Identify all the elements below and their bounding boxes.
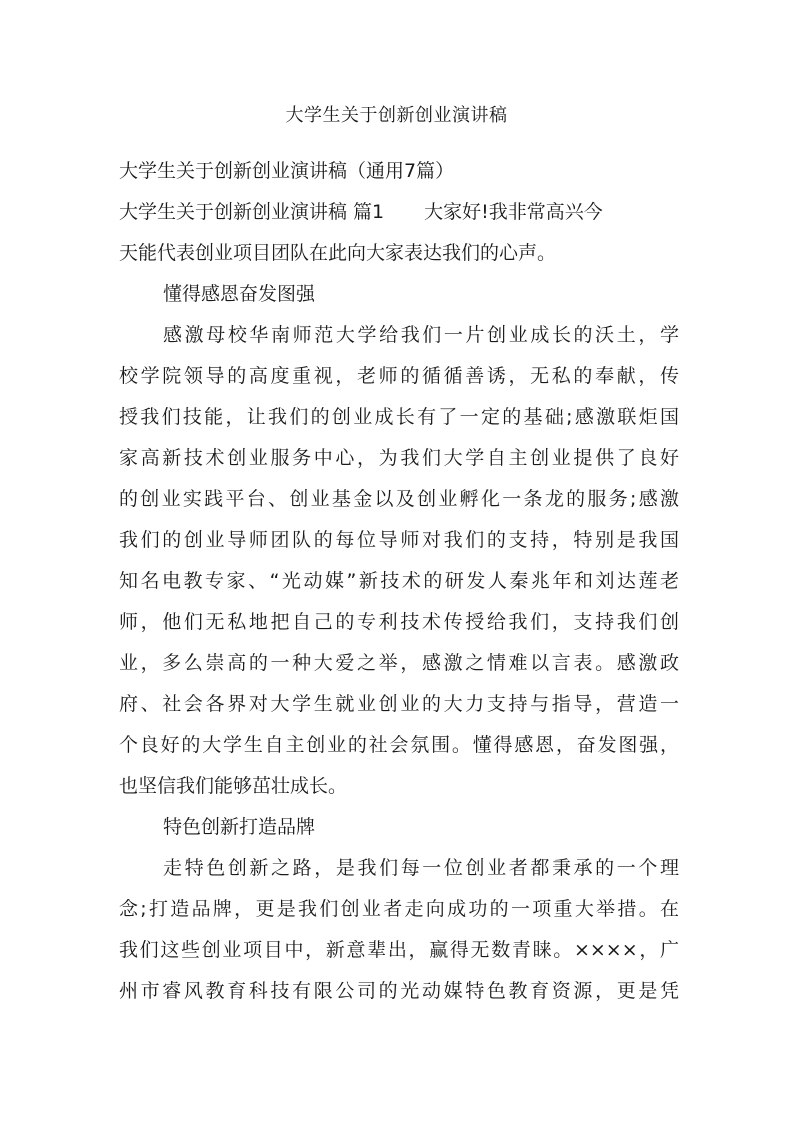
- paragraph-line: 念;打造品牌，更是我们创业者走向成功的一项重大举措。在: [119, 898, 679, 920]
- document-title: 大学生关于创新创业演讲稿: [285, 105, 508, 126]
- paragraph-line: 个良好的大学生自主创业的社会氛围。懂得感恩，奋发图强，: [119, 734, 679, 756]
- chapter-line: [119, 192, 679, 233]
- intro-first-line: 大家好!我非常高兴今: [424, 201, 603, 223]
- paragraph-line: 校学院领导的高度重视，老师的循循善诱，无私的奉献，传: [119, 365, 679, 387]
- paragraph-line: 也坚信我们能够茁壮成长。: [119, 775, 348, 797]
- paragraph-line: 师，他们无私地把自己的专利技术传授给我们，支持我们创: [119, 611, 679, 633]
- paragraph-line: 我们的创业导师团队的每位导师对我们的支持，特别是我国: [119, 529, 679, 551]
- section-heading-gratitude: 懂得感恩奋发图强: [163, 283, 316, 305]
- chapter-label: 大学生关于创新创业演讲稿 篇1: [119, 201, 385, 223]
- paragraph-line: 业，多么崇高的一种大爱之举，感激之情难以言表。感激政: [119, 652, 679, 674]
- paragraph-line: 走特色创新之路，是我们每一位创业者都秉承的一个理: [163, 857, 679, 879]
- intro-continuation: 天能代表创业项目团队在此向大家表达我们的心声。: [119, 242, 557, 264]
- paragraph-line: 感激母校华南师范大学给我们一片创业成长的沃土，学: [163, 324, 679, 346]
- paragraph-line: 我们这些创业项目中，新意辈出，赢得无数青睐。××××，广: [119, 939, 679, 961]
- paragraph-innovation: [119, 848, 679, 1012]
- section-heading-innovation: 特色创新打造品牌: [163, 816, 316, 838]
- paragraph-gratitude: [119, 315, 679, 807]
- paragraph-line: 的创业实践平台、创业基金以及创业孵化一条龙的服务;感激: [119, 488, 679, 510]
- paragraph-line: 知名电教专家、“光动媒”新技术的研发人秦兆年和刘达莲老: [119, 570, 679, 592]
- paragraph-line: 府、社会各界对大学生就业创业的大力支持与指导，营造一: [119, 693, 679, 715]
- paragraph-line: 州市睿风教育科技有限公司的光动媒特色教育资源，更是凭: [119, 980, 679, 1002]
- document-body: [119, 151, 679, 1012]
- paragraph-line: 家高新技术创业服务中心，为我们大学自主创业提供了良好: [119, 447, 679, 469]
- document-subtitle: 大学生关于创新创业演讲稿（通用7篇）: [119, 160, 455, 182]
- paragraph-line: 授我们技能，让我们的创业成长有了一定的基础;感激联炬国: [119, 406, 679, 428]
